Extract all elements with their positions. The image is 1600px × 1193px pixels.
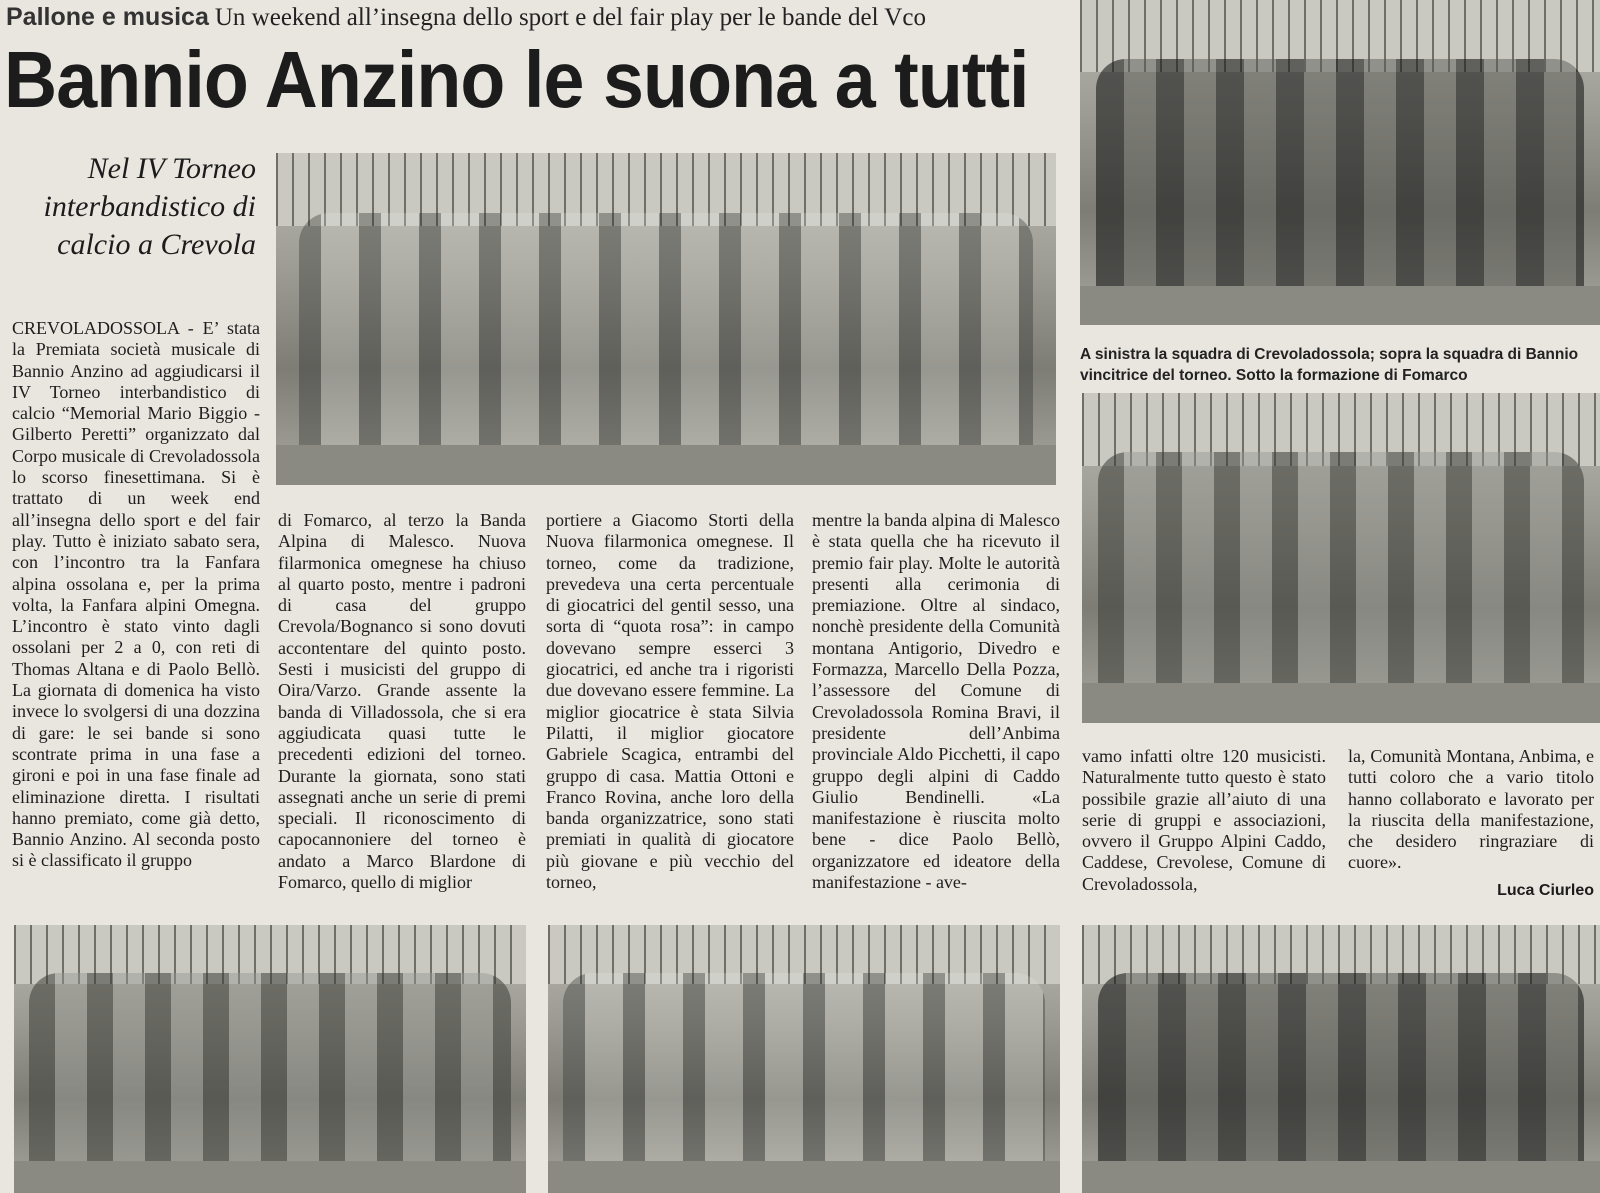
byline: Luca Ciurleo [1497,882,1594,899]
article-column-6 [1348,746,1594,874]
article-column-2 [278,510,526,893]
column-2-text: di Fomarco, al terzo la Banda Alpina di Malesco. Nuova filarmonica omegnese ha chiuso al quarto posto, mentre i padroni di casa del gruppo Crevola/Bognanco si sono dovuti accontentare del quinto posto. Sesti i musicisti del gruppo di Oira/Varzo. Grande assente la banda di Villadossola, che si era aggiudicata quasi tutte le precedenti edizioni del torneo. Durante la giornata, sono stati assegnati anche un serie di premi speciali. Il riconoscimento di capocannoniere del torneo è andato a Marco Blardone di Fomarco, quello di miglior [278,510,526,893]
headline: Bannio Anzino le suona a tutti [4,35,1029,124]
column-5-text: vamo infatti oltre 120 musicisti. Naturalmente tutto questo è stato possibile grazie all’aiuto di una serie di gruppi e associazioni, ovvero il Gruppo Alpini Caddo, Caddese, Crevolese, Comune di Crevoladossola, [1082,746,1326,894]
kicker-section: Pallone e musica [6,3,209,31]
article-column-3 [546,510,794,893]
team-photo-bottom-left [14,925,526,1193]
team-photo-bannio [1080,0,1600,325]
article-column-1 [12,318,260,872]
column-6-text: la, Comunità Montana, Anbima, e tutti coloro che a vario titolo hanno collaborato e lavorato per la riuscita della manifestazione, che desidero ringraziare di cuore». [1348,746,1594,873]
team-photo-fomarco [1082,393,1600,723]
team-photo-bottom-center [548,925,1060,1193]
photo-caption: A sinistra la squadra di Crevoladossola; sopra la squadra di Bannio vincitrice del torneo. Sotto la formazione di Fomarco [1080,346,1579,384]
kicker-text: Un weekend all’insegna dello sport e del fair play per le bande del Vco [214,4,926,31]
column-1-text: CREVOLADOSSOLA - E’ stata la Premiata società musicale di Bannio Anzino ad aggiudicarsi il IV Torneo interbandistico di calcio “Memorial Mario Biggio - Gilberto Peretti” organizzato dal Corpo musicale di Crevoladossola lo scorso finesettimana. Si è trattato di un week end all’insegna dello sport e del fair play. Tutto è iniziato sabato sera, con l’incontro tra la Fanfara alpina ossolana e, per la prima volta, la Fanfara alpini Omegna. L’incontro è stato vinto dagli ossolani per 2 a 0, con reti di Thomas Altana e di Paolo Bellò. La giornata di domenica ha visto invece lo svolgersi di una dozzina di gare: le sei bande si sono scontrate prima in una fase a gironi e poi in una fase finale ad eliminazione diretta. I risultati hanno premiato, come già detto, Bannio Anzino. Al seconda posto si è classificato il gruppo [12,318,260,871]
team-photo-bottom-right [1082,925,1600,1193]
column-3-text: portiere a Giacomo Storti della Nuova filarmonica omegnese. Il torneo, come da tradizione, prevedeva una certa percentuale di giocatrici del gentil sesso, una sorta di “quota rosa”: in campo dovevano sempre esserci 3 giocatrici, ed anche tra i rigoristi due dovevano essere femmine. La miglior giocatrice è stata Silvia Pilatti, il miglior giocatore Gabriele Scagica, entrambi del gruppo di casa. Mattia Ottoni e Franco Rovina, anche loro della banda organizzatrice, sono stati premiati in qualità di giocatore più giovane e più vecchio del torneo, [546,510,794,893]
article-column-5 [1082,746,1326,895]
column-4-text: mentre la banda alpina di Malesco è stata quella che ha ricevuto il premio fair play. Molte le autorità presenti alla cerimonia di premiazione. Oltre al sindaco, nonchè presidente della Comunità montana Antigorio, Divedro e Formazza, Marcello Della Pozza, l’assessore del Comune di Crevoladossola Romina Bravi, il presidente dell’Anbima provinciale Aldo Picchetti, il capo gruppo degli alpini di Caddo Giulio Bendinelli. «La manifestazione è riuscita molto bene - dice Paolo Bellò, organizzatore ed ideatore della manifestazione - ave- [812,510,1060,893]
team-photo-crevoladossola [276,153,1056,485]
subhead: Nel IV Torneo interbandistico di calcio a Crevola [43,152,256,261]
article-column-4 [812,510,1060,893]
article-kicker [6,2,926,32]
